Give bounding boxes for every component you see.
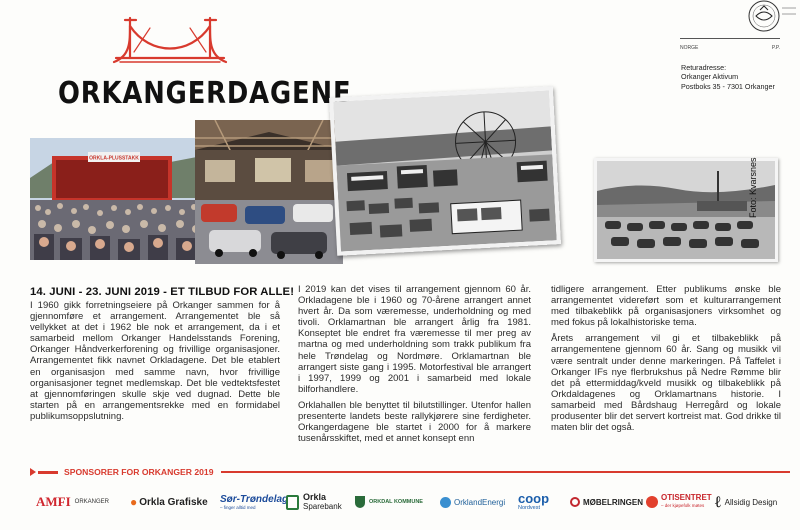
article-paragraph: tidligere arrangement. Etter publikums ønske ble arrangementet videreført som et kulturarrangement med tilbakeblikk på organisasjoners virksomhet og med fokus på lokalhistoriske tema. [551,284,781,329]
article-paragraph: I 2019 kan det vises til arrangement gjennom 60 år. Orkladagene ble i 1960 og 70-årene arrangert annet hvert år. Da som væremesse, underholdning og med tivoli. Orklamartnan ble arrangert årlig fra 1981. Konseptet ble endret fra væremesse til mer preg av martna og med underholdning som trakk publikum fra hele Trøndelag og Nordmøre. Orklamartnan ble arrangert siste gang i 1995. Motorfestival ble arrangert i 1997, 1999 og 2001 i samarbeid med lokale bilforhandlere. [298,284,531,395]
coat-of-arms-icon [355,496,365,508]
sponsor-name: Allsidig Design [724,497,778,507]
sponsor-orkdal-kommune[interactable] [355,487,423,517]
sponsor-name: AMFI [36,494,71,509]
postmark-icon [738,0,798,40]
sponsor-name: Orkla Grafiske [139,496,208,508]
return-address-name: Orkanger Aktivum [681,72,739,82]
article-paragraph: Årets arrangement vil gi et tilbakeblikk på arrangementene gjennom 60 år. Sang og musikk vil være sentralt under denne markeringen. På Taffelet i Orkanger IFs nye flerbrukshus på Nedre Rømme blir det på ettermiddag/kveld musikk og tilbakeblikk på Orkdaldagenes og Orklamartnans historie. I samarbeid med Bårdshaug Herregård og lokale produsenter blir det servert kortreist mat. God drikke til maten blir det også. [551,333,781,434]
sponsor-orkland-energi[interactable] [440,487,505,517]
sponsor-title: SPONSORER FOR ORKANGER 2019 [64,467,214,477]
sponsor-mobelringen[interactable] [570,487,643,517]
sponsor-logos [30,487,800,517]
sponsor-name: OTISENTRET [661,493,712,502]
sponsor-sub: – finger alltid med [220,505,256,510]
sponsor-header [30,466,790,478]
sponsor-name: Sør-Trøndelag [220,494,289,505]
energy-icon [440,497,451,508]
sponsor-name: Orkla [303,492,327,502]
article-column-3 [551,284,781,438]
fairground-photo [329,86,561,256]
photo-credit: Foto: Kvarsnes [748,157,758,218]
sponsor-sub: Sparebank [303,502,342,511]
sponsor-orkla-sparebank[interactable] [286,487,342,517]
sponsor-allsidig-design[interactable] [714,487,777,517]
car-hall-photo [195,120,343,264]
sponsor-rule [221,471,790,473]
sponsor-amfi[interactable] [36,487,109,517]
arrow-icon [30,468,36,476]
article-paragraph: Orklahallen ble benyttet til bilutstillinger. Utenfor hallen presenterte landets beste rallykjørere sine ferdigheter. Orkangerdagene ble startet i 2000 for å markere tusenårsskiftet, med et annet konsept enn [298,399,531,445]
bridge-logo-icon [110,12,230,68]
sponsor-name: coop [518,491,550,506]
swirl-icon: ℓ [714,492,722,511]
sponsor-name: ORKDAL KOMMUNE [369,499,423,505]
stamp-right-label: P.P. [771,45,780,51]
sparebank-icon [286,495,299,510]
concert-photo [30,138,202,260]
sponsor-sub: Nordvest [518,505,541,511]
sponsor-sub: ORKANGER [74,499,110,505]
article-paragraph: I 1960 gikk forretningseiere på Orkanger sammen for å gjennomføre et arrangement. Arrangementet ble så vellykket at det i 1962 ble nok et arrangement, da i et samarbeid mellom Orkanger Handelsstands Forening, Orkanger Håndverkerforening og frivillige organisasjoner. Arrangementet fikk navnet Orkladagene. Det ble etablert en organisasjon med samme navn, hvor frivillige organisasjoner tegnet medlemskap. Det ble vedtektsfestet at gjennomføringen skulle skje ved dugnad. Dette ble starten på en arrangementsrekke med en formidabel publikumsoppslutning. [30,300,280,422]
dash-decoration [38,471,58,474]
sponsor-sub: – der kjøpefolk møtes [661,503,705,508]
stage-banner-text: ORKLA-PLUSSTAKK [89,155,139,162]
return-address-street: Postboks 35 - 7301 Orkanger [681,81,775,91]
article-column-2 [298,284,531,449]
sun-icon [646,496,658,508]
leaf-icon: ● [130,495,138,509]
sponsor-sor-trondelag[interactable] [220,487,288,517]
sponsor-name: OrklandEnergi [454,497,506,507]
brand-title: ORKANGERDAGENE [58,76,352,111]
article-headline: 14. JUNI - 23. JUNI 2019 - ET TILBUD FOR ALLE! [30,286,295,298]
return-address [681,63,775,91]
stamp-block [680,38,780,51]
article-column-1 [30,300,280,427]
stamp-left-label: NORGE [680,45,699,51]
return-address-label: Returadresse: [681,63,727,72]
sponsor-otisentret[interactable] [646,487,712,517]
sponsor-name: MØBELRINGEN [583,497,643,507]
sponsor-orkla-grafiske[interactable] [130,487,208,517]
ring-icon [570,497,580,507]
sponsor-coop[interactable] [518,487,549,517]
